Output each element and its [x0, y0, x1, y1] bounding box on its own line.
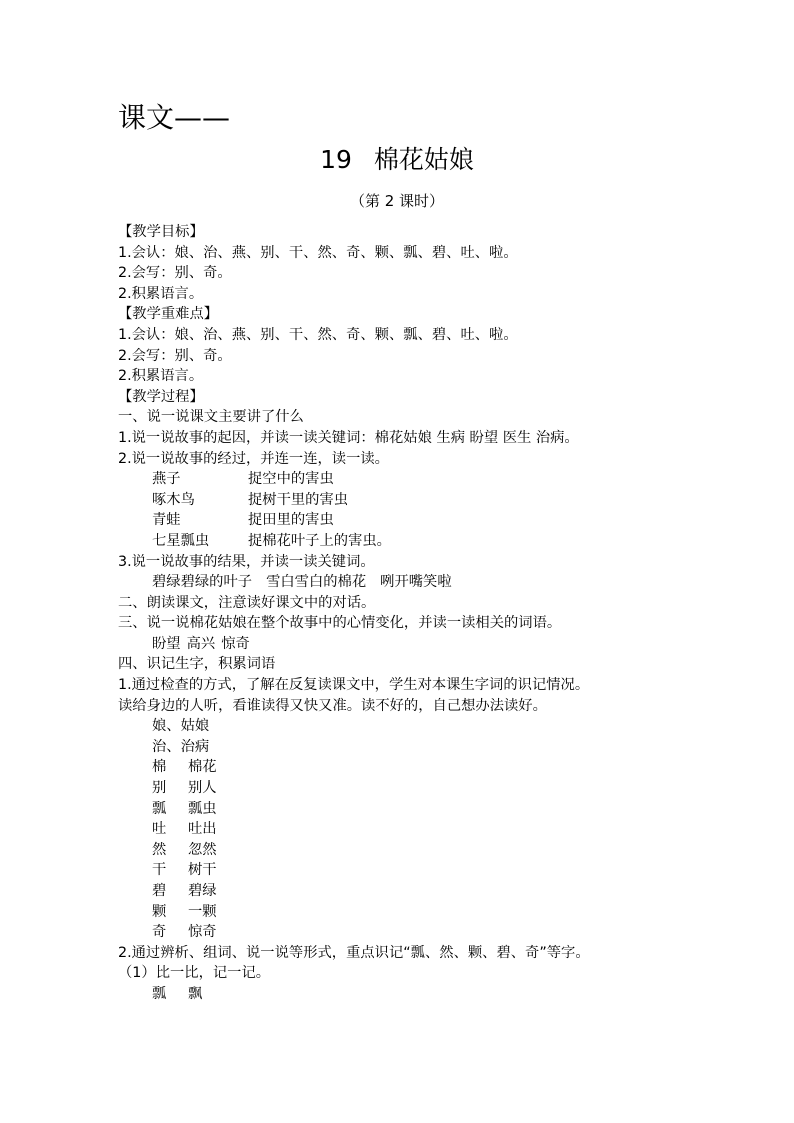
match-action: 捉树干里的害虫 — [248, 491, 349, 508]
section-item: 1.说一说故事的起因，并读一读关键词：棉花姑娘 生病 盼望 医生 治病。 — [118, 429, 579, 446]
word: 碧绿 — [188, 883, 217, 899]
unit-header: 课文—— — [118, 101, 231, 134]
character: 碧 — [152, 883, 167, 899]
match-action: 捉田里的害虫 — [248, 512, 334, 529]
character-word-pair — [118, 716, 698, 737]
word: 惊奇 — [188, 924, 217, 941]
character-word-pair — [118, 922, 698, 943]
keyword: 雪白雪白的棉花 — [266, 574, 367, 591]
match-action: 捉棉花叶子上的害虫。 — [248, 532, 391, 549]
word: 一颗 — [188, 903, 217, 920]
keyword: 高兴 — [186, 635, 216, 652]
character-word-pair — [118, 860, 698, 881]
match-row — [118, 490, 698, 511]
compare-character: 飘 — [188, 985, 203, 1002]
objective-item: 1.会认：娘、治、燕、别、干、然、奇、颗、瓢、碧、吐、啦。 — [118, 244, 518, 261]
match-animal: 青蛙 — [152, 512, 181, 529]
character-word-pair — [118, 902, 698, 923]
word: 树干 — [188, 862, 217, 879]
keyword-row — [118, 634, 698, 655]
character: 瓢 — [152, 800, 167, 817]
word: 治病 — [180, 738, 210, 755]
character-word-pair — [118, 778, 698, 799]
section-subitem: （1）比一比，记一记。 — [118, 965, 271, 982]
key-points-heading: 【教学重难点】 — [118, 306, 219, 323]
word: 棉花 — [188, 759, 217, 776]
character: 吐 — [152, 821, 167, 838]
match-row — [118, 510, 698, 531]
character-word-pair — [118, 799, 698, 820]
word: 姑娘 — [180, 718, 210, 735]
character-word-pair — [118, 881, 698, 902]
match-animal: 燕子 — [152, 471, 181, 488]
character: 然 — [152, 841, 167, 858]
section-item: 2.通过辨析、组词、说一说等形式，重点识记“瓢、然、颗、碧、奇”等字。 — [118, 944, 590, 961]
compare-character: 瓢 — [152, 985, 167, 1002]
word: 忽然 — [188, 841, 217, 858]
section-item: 3.说一说故事的结果，并读一读关键词。 — [118, 553, 375, 570]
section-title: 三、说一说棉花姑娘在整个故事中的心情变化，并读一读相关的词语。 — [118, 615, 562, 632]
key-point-item: 2.会写：别、奇。 — [118, 347, 232, 364]
character: 颗 — [152, 903, 167, 920]
character: 别 — [152, 780, 167, 797]
keyword: 惊奇 — [221, 635, 250, 652]
keyword: 碧绿碧绿的叶子 — [152, 574, 253, 591]
process-heading: 【教学过程】 — [118, 388, 204, 405]
objective-item: 2.会写：别、奇。 — [118, 265, 232, 282]
match-row — [118, 531, 698, 552]
character: 娘、 — [152, 718, 181, 735]
compare-row — [118, 984, 698, 1005]
lesson-title — [0, 143, 794, 177]
objectives-heading: 【教学目标】 — [118, 224, 204, 240]
lesson-subtitle: （第 2 课时） — [349, 192, 445, 210]
section-title: 一、说一说课文主要讲了什么 — [118, 409, 304, 426]
word: 瓢虫 — [188, 800, 217, 817]
character-word-pair — [118, 737, 698, 758]
word: 别人 — [188, 780, 217, 797]
section-item-continued: 读给身边的人听，看谁读得又快又准。读不好的，自己想办法读好。 — [118, 697, 547, 714]
match-animal: 啄木鸟 — [152, 491, 195, 508]
match-row — [118, 469, 698, 490]
section-title: 二、朗读课文，注意读好课文中的对话。 — [118, 594, 376, 611]
character: 奇 — [152, 924, 167, 941]
keyword: 咧开嘴笑啦 — [380, 574, 452, 591]
lesson-number: 19 — [320, 145, 352, 174]
match-action: 捉空中的害虫 — [248, 471, 334, 488]
character-word-pair — [118, 819, 698, 840]
lesson-title-text: 棉花姑娘 — [373, 145, 474, 174]
character-word-pair — [118, 757, 698, 778]
key-point-item: 1.会认：娘、治、燕、别、干、然、奇、颗、瓢、碧、吐、啦。 — [118, 326, 518, 343]
section-item: 2.说一说故事的经过，并连一连，读一读。 — [118, 450, 389, 467]
keyword: 盼望 — [152, 635, 181, 652]
keyword-row — [118, 572, 698, 593]
document-body — [118, 222, 698, 1005]
section-title: 四、识记生字，积累词语 — [118, 656, 276, 673]
section-item: 1.通过检查的方式，了解在反复读课文中，学生对本课生字词的识记情况。 — [118, 677, 590, 694]
character: 治、 — [152, 738, 181, 755]
character: 干 — [152, 862, 167, 879]
character: 棉 — [152, 759, 167, 776]
match-animal: 七星瓢虫 — [152, 532, 210, 549]
character-word-pair — [118, 840, 698, 861]
word: 吐出 — [188, 821, 217, 838]
objective-item: 2.积累语言。 — [118, 285, 204, 302]
key-point-item: 2.积累语言。 — [118, 368, 204, 385]
